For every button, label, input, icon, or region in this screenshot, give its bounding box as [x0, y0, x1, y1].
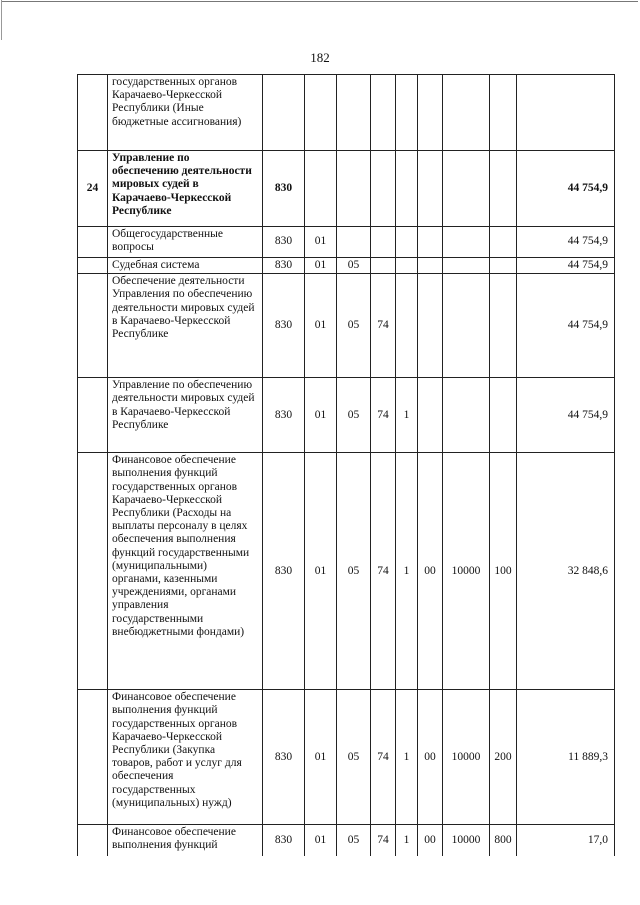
target-program-code: 74	[371, 274, 396, 378]
expense-code	[443, 378, 490, 453]
expense-type-code	[490, 274, 517, 378]
direction-code: 00	[418, 453, 443, 690]
row-number	[78, 453, 108, 690]
subsection-code	[337, 75, 371, 151]
page-number: 182	[310, 50, 330, 65]
target-program-code: 74	[371, 825, 396, 856]
direction-code: 00	[418, 690, 443, 825]
row-number	[78, 258, 108, 274]
subsection-code: 05	[337, 825, 371, 856]
amount: 44 754,9	[517, 151, 615, 227]
expense-name: Обеспечение деятельности Управления по обеспечению деятельности мировых судей в Карачаево-Черкесской Республике	[108, 274, 263, 378]
expense-type-code: 200	[490, 690, 517, 825]
subsection-code: 05	[337, 453, 371, 690]
expense-type-code: 100	[490, 453, 517, 690]
ministry-code: 830	[263, 453, 305, 690]
subsection-code	[337, 227, 371, 258]
subprogram-code	[396, 258, 418, 274]
expense-code	[443, 151, 490, 227]
expense-code: 10000	[443, 825, 490, 856]
table-row	[78, 274, 615, 378]
direction-code	[418, 75, 443, 151]
expense-name: Общегосударственные вопросы	[108, 227, 263, 258]
subprogram-code: 1	[396, 453, 418, 690]
section-code: 01	[305, 274, 337, 378]
section-code	[305, 75, 337, 151]
subsection-code: 05	[337, 258, 371, 274]
subsection-code: 05	[337, 378, 371, 453]
table-row	[78, 825, 615, 856]
expense-name: Финансовое обеспечение выполнения функций государственных органов Карачаево-Черкесской Республики (Закупка товаров, работ и услуг для обеспечения государственных (муниципальных) нужд)	[108, 690, 263, 825]
ministry-code: 830	[263, 825, 305, 856]
scan-edge-mark	[1, 0, 2, 40]
ministry-code: 830	[263, 274, 305, 378]
section-code: 01	[305, 258, 337, 274]
expense-name: Управление по обеспечению деятельности мировых судей в Карачаево-Черкесской Республике	[108, 151, 263, 227]
target-program-code: 74	[371, 690, 396, 825]
amount: 44 754,9	[517, 378, 615, 453]
subsection-code	[337, 151, 371, 227]
expense-type-code	[490, 378, 517, 453]
target-program-code	[371, 151, 396, 227]
table-row	[78, 453, 615, 690]
subsection-code: 05	[337, 274, 371, 378]
ministry-code	[263, 75, 305, 151]
direction-code	[418, 151, 443, 227]
amount: 44 754,9	[517, 274, 615, 378]
table-row	[78, 227, 615, 258]
row-number	[78, 378, 108, 453]
expense-type-code	[490, 258, 517, 274]
table-row	[78, 258, 615, 274]
expense-type-code	[490, 151, 517, 227]
target-program-code: 74	[371, 378, 396, 453]
amount: 32 848,6	[517, 453, 615, 690]
expense-name: Финансовое обеспечение выполнения функций государственных органов Карачаево-Черкесской Республики (Расходы на выплаты персоналу в целях обеспечения выполнения функций государственными (муниципальными) органами, казенными учреждениями, органами управления государственными внебюджетными фондами)	[108, 453, 263, 690]
expense-name: Судебная система	[108, 258, 263, 274]
table-row	[78, 690, 615, 825]
subprogram-code	[396, 151, 418, 227]
table-row	[78, 378, 615, 453]
section-code: 01	[305, 825, 337, 856]
section-code	[305, 151, 337, 227]
subsection-code: 05	[337, 690, 371, 825]
ministry-code: 830	[263, 378, 305, 453]
ministry-code: 830	[263, 258, 305, 274]
expense-name: Управление по обеспечению деятельности мировых судей в Карачаево-Черкесской Республике	[108, 378, 263, 453]
amount: 44 754,9	[517, 227, 615, 258]
section-code: 01	[305, 690, 337, 825]
target-program-code	[371, 75, 396, 151]
subprogram-code	[396, 227, 418, 258]
row-number	[78, 75, 108, 151]
table-row	[78, 75, 615, 151]
subprogram-code: 1	[396, 825, 418, 856]
subprogram-code: 1	[396, 690, 418, 825]
expense-name: Финансовое обеспечение выполнения функций	[108, 825, 263, 856]
row-number	[78, 825, 108, 856]
section-code: 01	[305, 378, 337, 453]
expense-code	[443, 75, 490, 151]
expense-type-code: 800	[490, 825, 517, 856]
row-number	[78, 690, 108, 825]
expense-code: 10000	[443, 453, 490, 690]
expense-name: государственных органов Карачаево-Черкесской Республики (Иные бюджетные ассигнования)	[108, 75, 263, 151]
target-program-code: 74	[371, 453, 396, 690]
direction-code: 00	[418, 825, 443, 856]
row-number	[78, 274, 108, 378]
expense-code: 10000	[443, 690, 490, 825]
target-program-code	[371, 227, 396, 258]
direction-code	[418, 274, 443, 378]
target-program-code	[371, 258, 396, 274]
subprogram-code	[396, 75, 418, 151]
amount: 17,0	[517, 825, 615, 856]
ministry-code: 830	[263, 151, 305, 227]
ministry-code: 830	[263, 227, 305, 258]
direction-code	[418, 378, 443, 453]
expense-code	[443, 274, 490, 378]
direction-code	[418, 227, 443, 258]
expense-code	[443, 258, 490, 274]
table-body	[78, 75, 615, 856]
amount	[517, 75, 615, 151]
expense-type-code	[490, 227, 517, 258]
section-code: 01	[305, 453, 337, 690]
section-code: 01	[305, 227, 337, 258]
budget-table	[77, 74, 615, 856]
subprogram-code	[396, 274, 418, 378]
amount: 44 754,9	[517, 258, 615, 274]
expense-type-code	[490, 75, 517, 151]
row-number: 24	[78, 151, 108, 227]
subprogram-code: 1	[396, 378, 418, 453]
row-number	[78, 227, 108, 258]
table-row	[78, 151, 615, 227]
expense-code	[443, 227, 490, 258]
direction-code	[418, 258, 443, 274]
scan-border-line	[2, 1, 638, 2]
amount: 11 889,3	[517, 690, 615, 825]
ministry-code: 830	[263, 690, 305, 825]
